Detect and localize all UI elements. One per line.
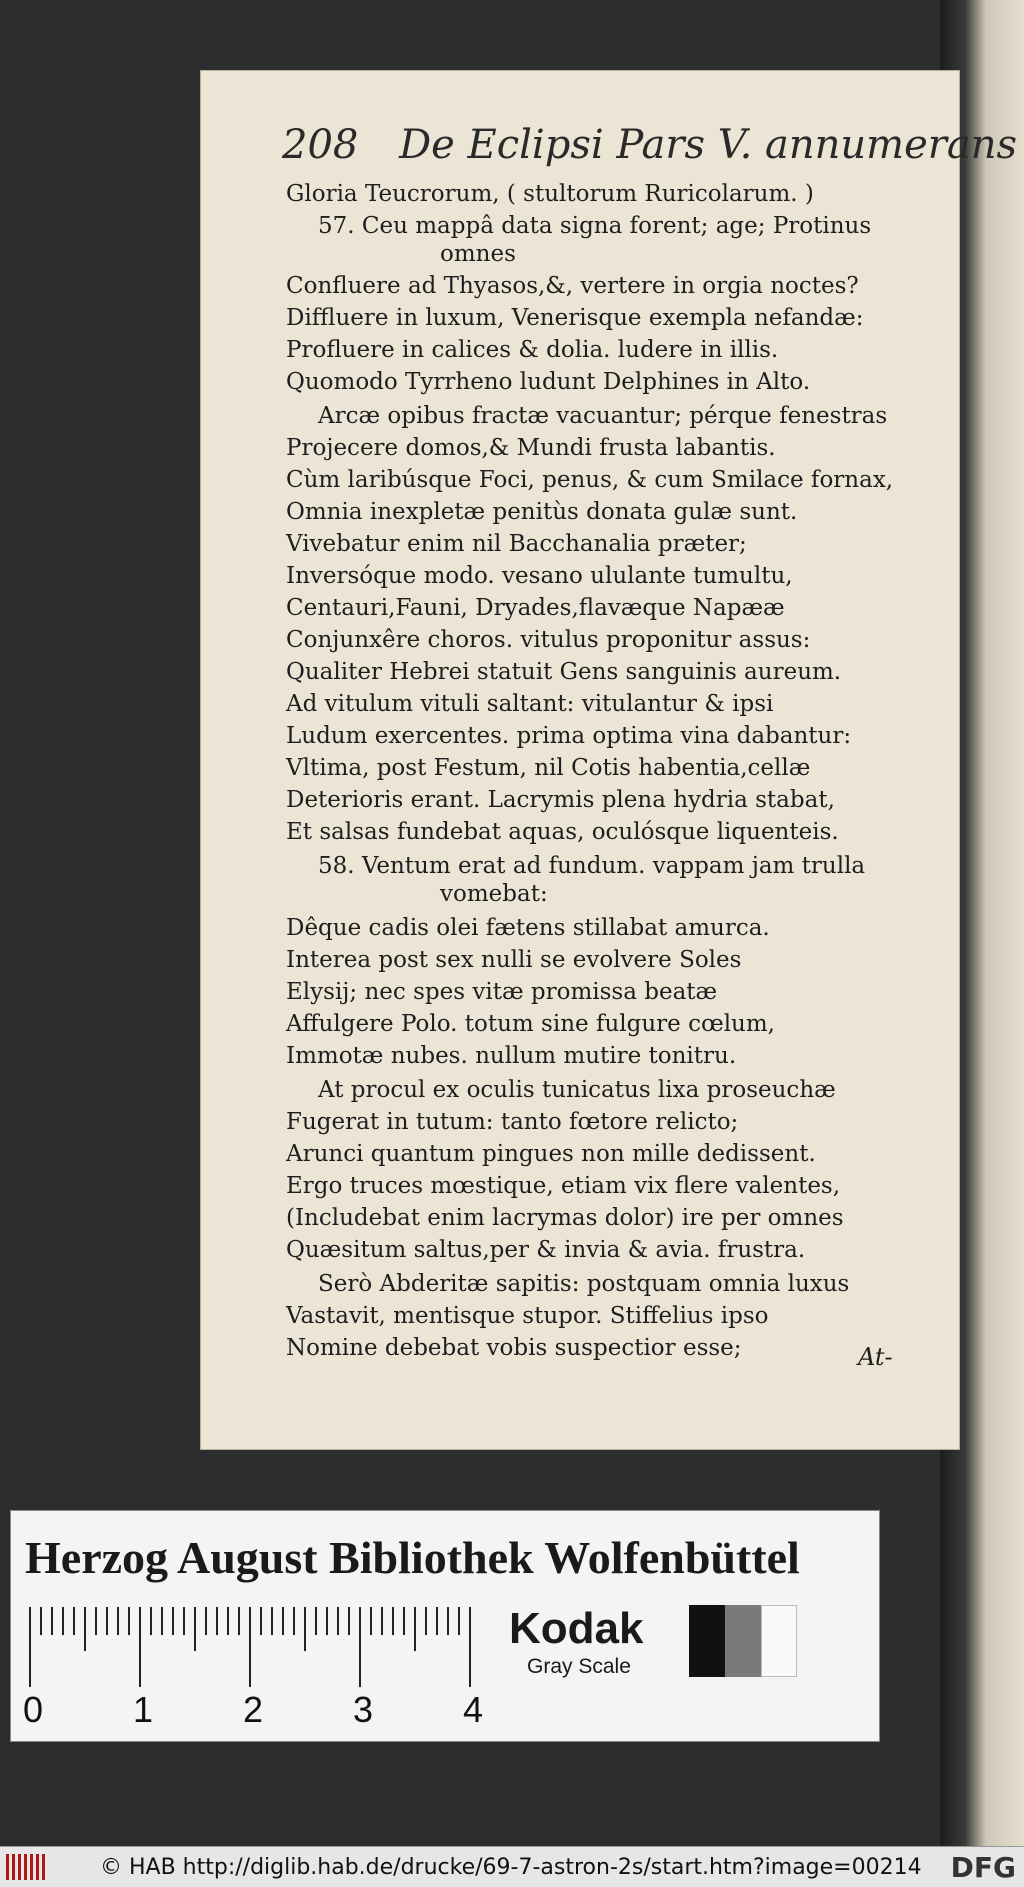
text-line: Vltima, post Festum, nil Cotis habentia,cellæ bbox=[286, 755, 811, 781]
text-line: Vastavit, mentisque stupor. Stiffelius ipso bbox=[286, 1303, 769, 1329]
scale-number: 3 bbox=[353, 1689, 374, 1730]
ruler-tick bbox=[337, 1607, 339, 1635]
ruler-tick bbox=[51, 1607, 53, 1635]
color-target bbox=[10, 1510, 880, 1742]
ruler-tick bbox=[216, 1607, 218, 1635]
scale-ruler bbox=[29, 1607, 481, 1687]
text-line: Confluere ad Thyasos,&, vertere in orgia noctes? bbox=[286, 273, 859, 299]
text-line: Arunci quantum pingues non mille dedissent. bbox=[286, 1141, 816, 1167]
text-line: Dêque cadis olei fætens stillabat amurca. bbox=[286, 915, 770, 941]
text-line: Centauri,Fauni, Dryades,flavæque Napææ bbox=[286, 595, 785, 621]
ruler-tick bbox=[29, 1607, 31, 1687]
ruler-tick bbox=[172, 1607, 174, 1635]
ruler-tick bbox=[315, 1607, 317, 1635]
ruler-tick bbox=[84, 1607, 86, 1651]
ruler-tick bbox=[458, 1607, 460, 1635]
text-line: vomebat: bbox=[440, 881, 548, 907]
ruler-tick bbox=[392, 1607, 394, 1635]
text-line: Et salsas fundebat aquas, oculósque liquenteis. bbox=[286, 819, 839, 845]
ruler-tick bbox=[62, 1607, 64, 1635]
text-line: Arcæ opibus fractæ vacuantur; pérque fenestras bbox=[318, 403, 888, 429]
text-line: Diffluere in luxum, Venerisque exempla nefandæ: bbox=[286, 305, 864, 331]
ruler-tick bbox=[260, 1607, 262, 1635]
running-head: De Eclipsi Pars V. annumerans bbox=[399, 122, 1018, 168]
catchword: At- bbox=[858, 1343, 893, 1371]
library-name: Herzog August Bibliothek Wolfenbüttel bbox=[25, 1532, 800, 1583]
text-line: Affulgere Polo. totum sine fulgure cœlum, bbox=[286, 1011, 775, 1037]
text-line: Fugerat in tutum: tanto fœtore relicto; bbox=[286, 1109, 739, 1135]
text-line: Deterioris erant. Lacrymis plena hydria stabat, bbox=[286, 787, 835, 813]
copyright-link[interactable]: © HAB http://diglib.hab.de/drucke/69-7-astron-2s/start.htm?image=00214 bbox=[100, 1855, 922, 1880]
ruler-tick bbox=[161, 1607, 163, 1635]
ruler-tick bbox=[359, 1607, 361, 1687]
ruler-tick bbox=[128, 1607, 130, 1635]
text-line: Omnia inexpletæ penitùs donata gulæ sunt. bbox=[286, 499, 798, 525]
ruler-tick bbox=[282, 1607, 284, 1635]
ruler-tick bbox=[40, 1607, 42, 1635]
kodak-brand: Kodak bbox=[509, 1604, 644, 1653]
swatch-gray bbox=[725, 1605, 761, 1677]
ruler-tick bbox=[271, 1607, 273, 1635]
ruler-tick bbox=[227, 1607, 229, 1635]
text-line: omnes bbox=[440, 241, 516, 267]
text-line: Inversóque modo. vesano ululante tumultu, bbox=[286, 563, 793, 589]
ruler-tick bbox=[183, 1607, 185, 1635]
text-line: 57. Ceu mappâ data signa forent; age; Protinus bbox=[318, 213, 872, 239]
dfg-logo: DFG bbox=[950, 1851, 1016, 1884]
ruler-tick bbox=[205, 1607, 207, 1635]
text-line: Qualiter Hebrei statuit Gens sanguinis aureum. bbox=[286, 659, 842, 685]
scale-number: 0 bbox=[23, 1689, 44, 1730]
ruler-tick bbox=[95, 1607, 97, 1635]
ruler-tick bbox=[106, 1607, 108, 1635]
text-line: Ergo truces mœstique, etiam vix flere valentes, bbox=[286, 1173, 841, 1199]
ruler-tick bbox=[326, 1607, 328, 1635]
ruler-tick bbox=[469, 1607, 471, 1687]
text-line: Serò Abderitæ sapitis: postquam omnia luxus bbox=[318, 1271, 850, 1297]
swatch-white bbox=[761, 1605, 797, 1677]
text-line: Gloria Teucrorum, ( stultorum Ruricolarum. ) bbox=[286, 181, 814, 207]
gray-scale-label: Gray Scale bbox=[527, 1655, 631, 1678]
ruler-tick bbox=[117, 1607, 119, 1635]
ruler-tick bbox=[403, 1607, 405, 1635]
text-line: Quæsitum saltus,per & invia & avia. frustra. bbox=[286, 1237, 806, 1263]
ruler-tick bbox=[414, 1607, 416, 1651]
hab-logo-icon bbox=[6, 1854, 46, 1880]
ruler-tick bbox=[150, 1607, 152, 1635]
ruler-tick bbox=[447, 1607, 449, 1635]
text-line: (Includebat enim lacrymas dolor) ire per omnes bbox=[286, 1205, 844, 1231]
ruler-tick bbox=[139, 1607, 141, 1687]
text-line: Elysij; nec spes vitæ promissa beatæ bbox=[286, 979, 718, 1005]
text-line: Projecere domos,& Mundi frusta labantis. bbox=[286, 435, 776, 461]
ruler-tick bbox=[249, 1607, 251, 1687]
text-line: 58. Ventum erat ad fundum. vappam jam trulla bbox=[318, 853, 866, 879]
ruler-tick bbox=[436, 1607, 438, 1635]
text-line: Interea post sex nulli se evolvere Soles bbox=[286, 947, 742, 973]
ruler-tick bbox=[425, 1607, 427, 1635]
text-line: Nomine debebat vobis suspectior esse; bbox=[286, 1335, 742, 1361]
scale-number: 4 bbox=[463, 1689, 484, 1730]
text-line: Ad vitulum vituli saltant: vitulantur & ipsi bbox=[286, 691, 774, 717]
text-line: Cùm laribúsque Foci, penus, & cum Smilace fornax, bbox=[286, 467, 894, 493]
ruler-tick bbox=[194, 1607, 196, 1651]
ruler-tick bbox=[293, 1607, 295, 1635]
ruler-tick bbox=[238, 1607, 240, 1635]
book-page bbox=[200, 70, 1018, 1450]
scale-number: 1 bbox=[133, 1689, 154, 1730]
footer-strip bbox=[0, 1846, 1024, 1887]
scale-number: 2 bbox=[243, 1689, 264, 1730]
text-line: Vivebatur enim nil Bacchanalia præter; bbox=[286, 531, 747, 557]
page-number: 208 bbox=[282, 122, 359, 168]
page-header bbox=[282, 122, 1018, 168]
text-line: Conjunxêre choros. vitulus proponitur assus: bbox=[286, 627, 811, 653]
text-line: Ludum exercentes. prima optima vina dabantur: bbox=[286, 723, 852, 749]
text-line: Quomodo Tyrrheno ludunt Delphines in Alto. bbox=[286, 369, 811, 395]
text-line: Profluere in calices & dolia. ludere in illis. bbox=[286, 337, 779, 363]
text-line: Immotæ nubes. nullum mutire tonitru. bbox=[286, 1043, 737, 1069]
ruler-tick bbox=[381, 1607, 383, 1635]
text-line: At procul ex oculis tunicatus lixa proseuchæ bbox=[318, 1077, 836, 1103]
swatch-black bbox=[689, 1605, 725, 1677]
ruler-tick bbox=[348, 1607, 350, 1635]
ruler-tick bbox=[304, 1607, 306, 1651]
ruler-tick bbox=[370, 1607, 372, 1635]
ruler-tick bbox=[73, 1607, 75, 1635]
